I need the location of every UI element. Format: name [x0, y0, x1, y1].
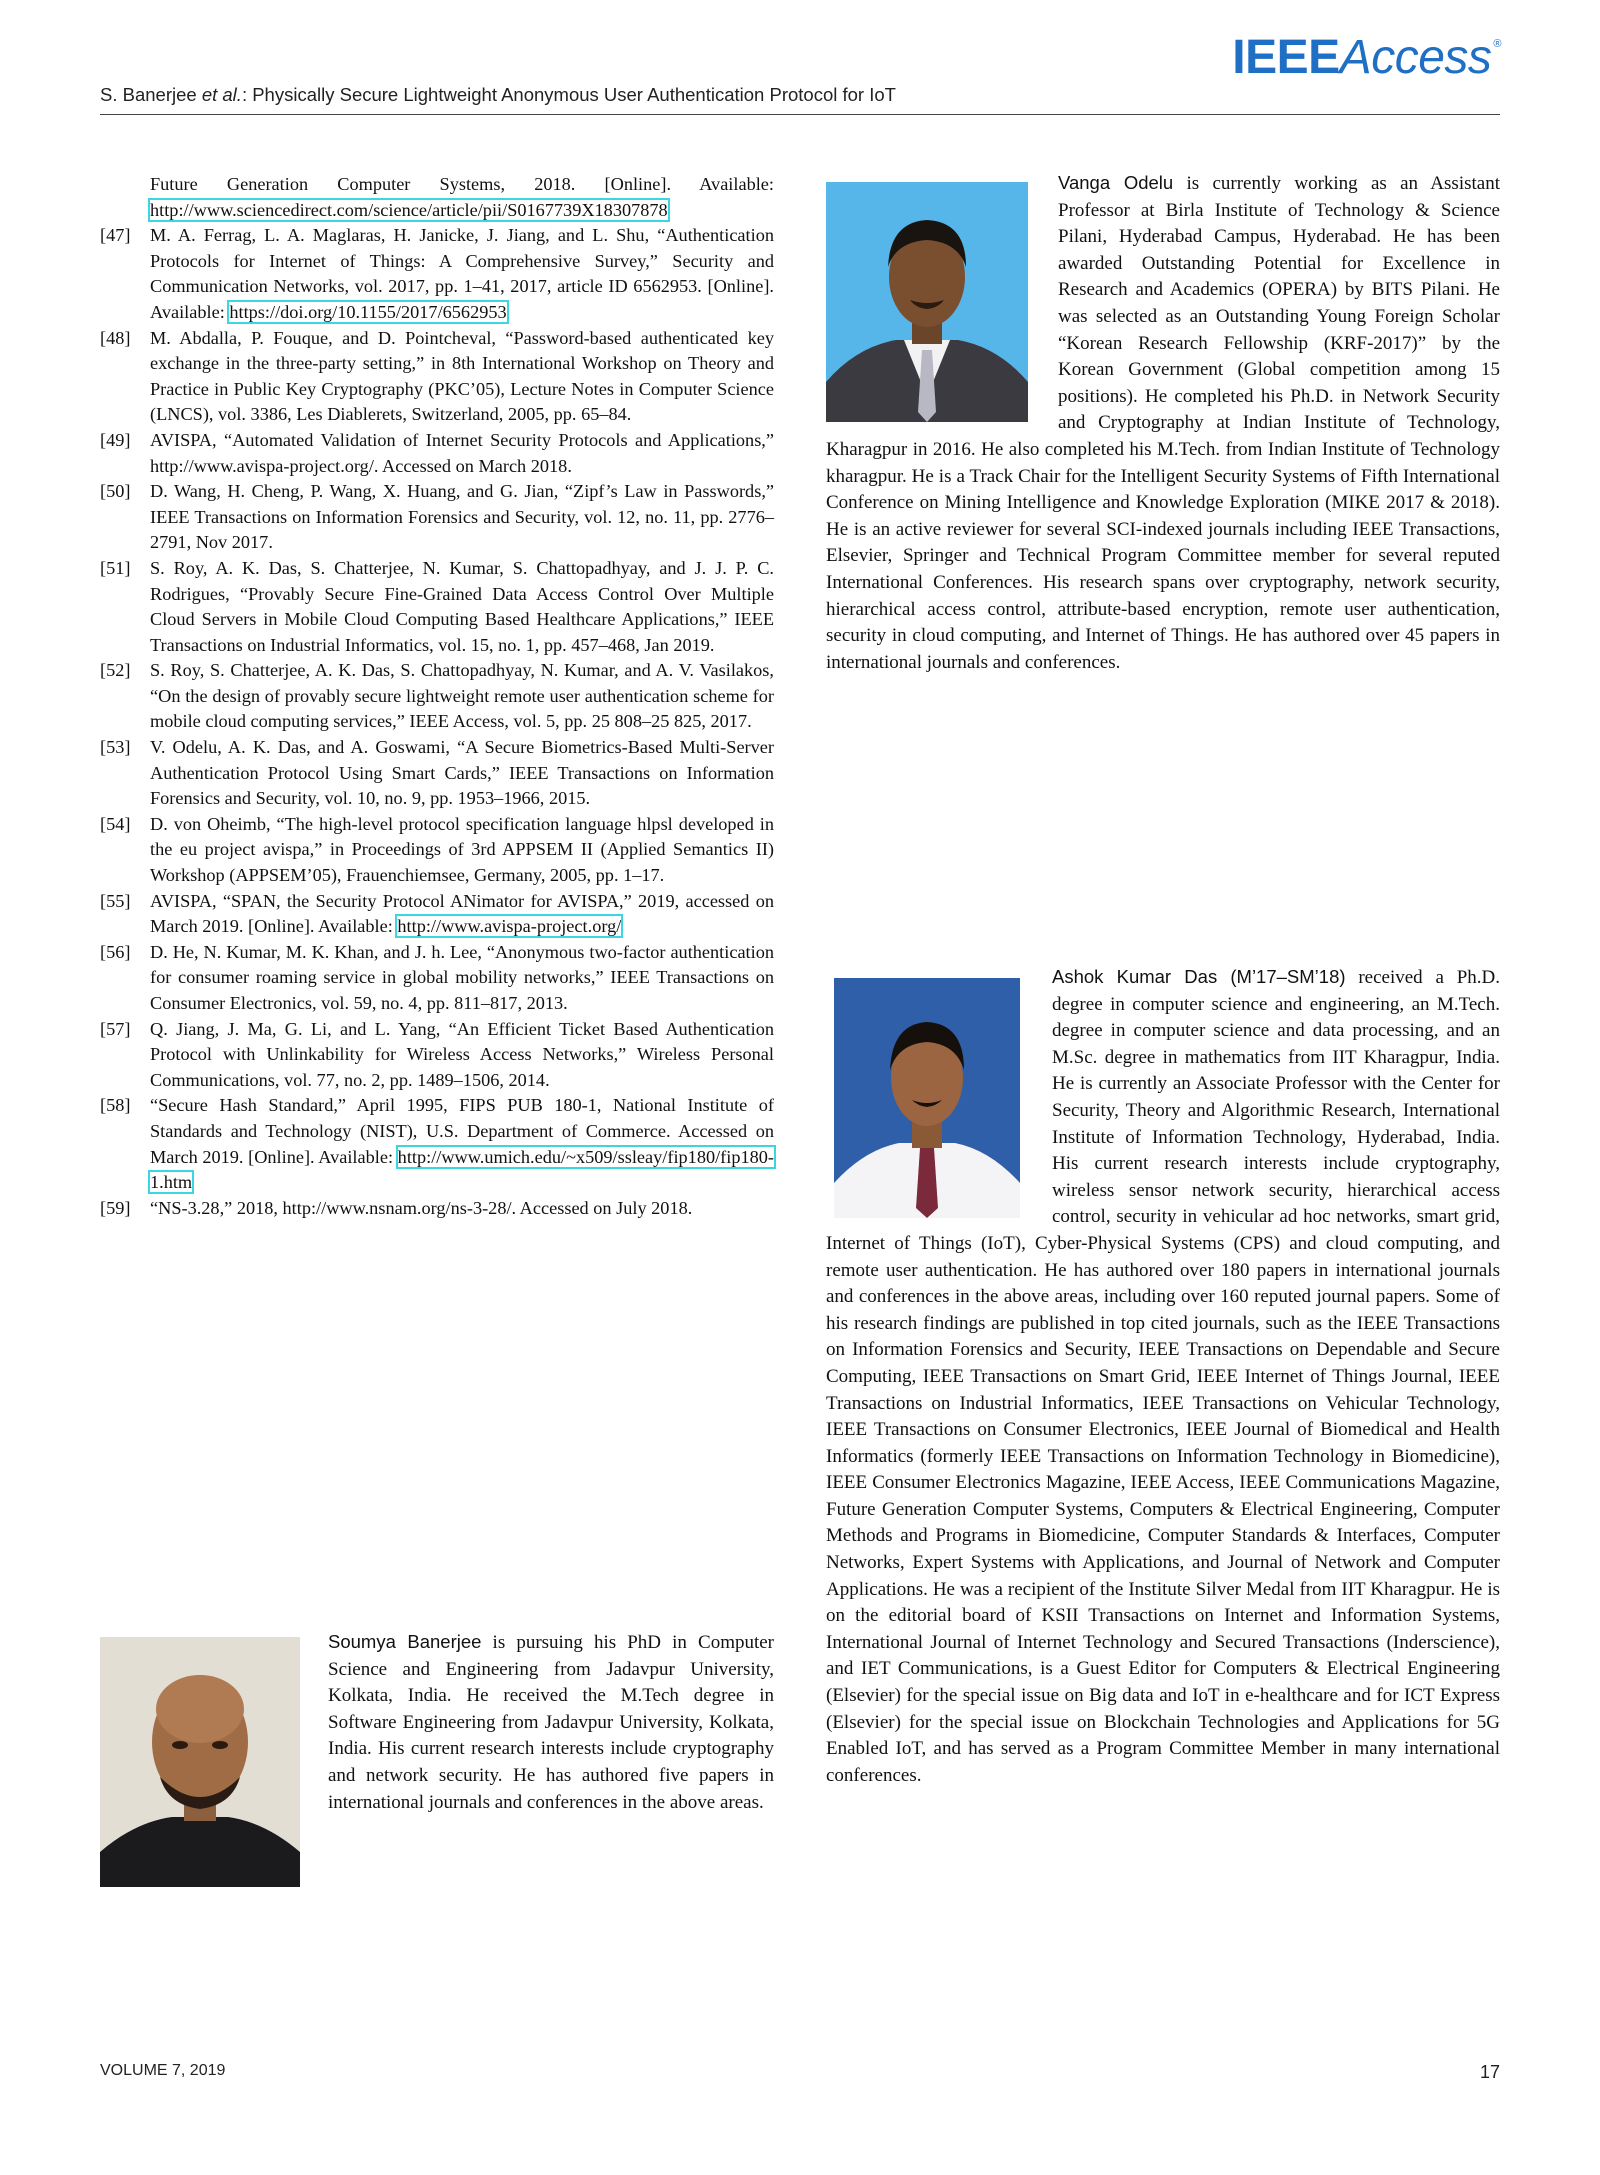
bio-text: received a Ph.D. degree in computer science and engineering, an M.Tech. degree in computer science and data processing, and an M.Sc. degree in mathematics from IIT Kharagpur, India. He is currently an Associate Professor with the Center for Security, Theory and Algorithmic Research, International Institute of Information Technology, Hyderabad, India. His current research interests include cryptography, wireless sensor network security, hierarchical access control, security in vehicular ad hoc networks, smart grid, Internet of Things (IoT), Cyber-Physical Systems (CPS) and cloud computing, and remote user authentication. He has authored over 180 papers in international journals and conferences in the above areas, including over 160 reputed journal papers. Some of his research findings are published in top cited journals, such as the IEEE Transactions on Information Forensics and Security, IEEE Transactions on Dependable and Secure Computing, IEEE Transactions on Smart Grid, IEEE Internet of Things Journal, IEEE Transactions on Industrial Informatics, IEEE Transactions on Vehicular Technology, IEEE Transactions on Consumer Electronics, IEEE Journal of Biomedical and Health Informatics (formerly IEEE Transactions on Information Technology in Biomedicine), IEEE Consumer Electronics Magazine, IEEE Access, IEEE Communications Magazine, Future Generation Computer Systems, Computers & Electrical Engineering, Computer Methods and Programs in Biomedicine, Computer Standards & Interfaces, Computer Networks, Expert Systems with Applications, and Journal of Network and Computer Applications. He was a recipient of the Institute Silver Medal from IIT Kharagpur. He is on the editorial board of KSII Transactions on Internet and Information Systems, International Journal of Internet Technology and Secured Transactions (Inderscience), and IET Communications, is a Guest Editor for Computers & Electrical Engineering (Elsevier) for the special issue on Big data and IoT in e-healthcare and for ICT Express (Elsevier) for the special issue on Blockchain Technologies and Applications for 5G Enabled IoT, and has served as a Program Committee Member in many international conferences.: [826, 967, 1500, 1786]
header-authors: S. Banerjee: [100, 84, 202, 105]
header-title: : Physically Secure Lightweight Anonymous User Authentication Protocol for IoT: [241, 84, 896, 105]
reference-item: [57] Q. Jiang, J. Ma, G. Li, and L. Yang, “An Efficient Ticket Based Authentication Protocol with Unlinkability for Wireless Access Networks,” Wireless Personal Communications, vol. 77, no. 2, pp. 1489–1506, 2014.: [100, 1018, 774, 1090]
reference-item: [49] AVISPA, “Automated Validation of Internet Security Protocols and Applications,” http://www.avispa-project.org/. Accessed on March 2018.: [100, 429, 774, 476]
reference-item: [58] “Secure Hash Standard,” April 1995, FIPS PUB 180-1, National Institute of Standards and Technology (NIST), U.S. Department of Commerce. Accessed on March 2019. [Online]. Available: http://www.umich.edu/~x509/ssleay/fip180/fip180-1.htm: [100, 1095, 774, 1193]
reference-link[interactable]: http://www.umich.edu/~x509/ssleay/fip180/fip180-1.htm: [150, 1146, 774, 1193]
reference-item: [53] V. Odelu, A. K. Das, and A. Goswami, “A Secure Biometrics-Based Multi-Server Authentication Protocol Using Smart Cards,” IEEE Transactions on Information Forensics and Security, vol. 10, no. 9, pp. 1953–1966, 2015.: [100, 737, 774, 809]
reference-item: [55] AVISPA, “SPAN, the Security Protocol ANimator for AVISPA,” 2019, accessed on March 2019. [Online]. Available: http://www.avispa-project.org/: [100, 890, 774, 937]
bio-name: Vanga Odelu: [1058, 172, 1174, 193]
reference-item: [47] M. A. Ferrag, L. A. Maglaras, H. Janicke, J. Jiang, and L. Shu, “Authentication Protocols for Internet of Things: A Comprehensive Survey,” Security and Communication Networks, vol. 2017, pp. 1–41, 2017, article ID 6562953. [Online]. Available: https://doi.org/10.1155/2017/6562953: [100, 225, 774, 322]
bio-text: is pursuing his PhD in Computer Science and Engineering from Jadavpur University, Kolkata, India. He received the M.Tech degree in Software Engineering from Jadavpur University, Kolkata, India. His current research interests include cryptography and network security. He has authored five papers in international journals and conferences in the above areas.: [328, 1632, 775, 1813]
logo-access-text: Access: [1339, 31, 1492, 84]
ieee-access-logo: [1232, 30, 1501, 85]
reference-item: [50] D. Wang, H. Cheng, P. Wang, X. Huang, and G. Jian, “Zipf’s Law in Passwords,” IEEE Transactions on Information Forensics and Security, vol. 12, no. 11, pp. 2776–2791, Nov 2017.: [100, 481, 774, 553]
reference-link[interactable]: http://www.avispa-project.org/: [397, 916, 622, 937]
references-list: [100, 172, 774, 1221]
bio-name: Ashok Kumar Das (M’17–SM’18): [1052, 966, 1346, 987]
header-et-al: et al.: [201, 84, 242, 105]
reference-link[interactable]: http://www.sciencedirect.com/science/article/pii/S0167739X18307878: [150, 199, 668, 220]
bio-ashok-kumar-das: [826, 964, 1500, 1789]
photo-soumya-banerjee: [100, 1637, 300, 1887]
logo-registered-mark: ®: [1493, 38, 1501, 50]
reference-item: [48] M. Abdalla, P. Fouque, and D. Pointcheval, “Password-based authenticated key exchange in the three-party setting,” in 8th International Workshop on Theory and Practice in Public Key Cryptography (PKC’05), Lecture Notes in Computer Science (LNCS), vol. 3386, Les Diablerets, Switzerland, 2005, pp. 65–84.: [100, 327, 774, 425]
bio-vanga-odelu: [826, 170, 1500, 676]
reference-item: [54] D. von Oheimb, “The high-level protocol specification language hlpsl developed in the eu project avispa,” in Proceedings of 3rd APPSEM II (Applied Semantics II) Workshop (APPSEM’05), Frauenchiemsee, Germany, 2005, pp. 1–17.: [100, 813, 774, 886]
photo-vanga-odelu: [826, 182, 1028, 422]
reference-item: [59] “NS-3.28,” 2018, http://www.nsnam.org/ns-3-28/. Accessed on July 2018.: [100, 1197, 693, 1218]
reference-item: [52] S. Roy, S. Chatterjee, A. K. Das, S. Chattopadhyay, N. Kumar, and A. V. Vasilakos, “On the design of provably secure lightweight remote user authentication scheme for mobile cloud computing services,” IEEE Access, vol. 5, pp. 25 808–25 825, 2017.: [100, 660, 774, 732]
footer-page-number: 17: [1479, 2062, 1500, 2082]
photo-ashok-kumar-das: [834, 978, 1020, 1218]
header-divider: [100, 114, 1500, 115]
reference-item: [51] S. Roy, A. K. Das, S. Chatterjee, N. Kumar, S. Chattopadhyay, and J. J. P. C. Rodrigues, “Provably Secure Fine-Grained Data Access Control Over Multiple Cloud Servers in Mobile Cloud Computing Based Healthcare Applications,” IEEE Transactions on Industrial Informatics, vol. 15, no. 1, pp. 457–468, Jan 2019.: [100, 557, 774, 655]
reference-item: [56] D. He, N. Kumar, M. K. Khan, and J. h. Lee, “Anonymous two-factor authentication for consumer roaming service in global mobility networks,” IEEE Transactions on Consumer Electronics, vol. 59, no. 4, pp. 811–817, 2013.: [100, 941, 774, 1013]
reference-link[interactable]: https://doi.org/10.1155/2017/6562953: [229, 301, 507, 322]
footer-volume: VOLUME 7, 2019: [100, 2062, 226, 2079]
bio-soumya-banerjee: [100, 1629, 774, 1887]
reference-item: Future Generation Computer Systems, 2018. [Online]. Available: http://www.sciencedirect.com/science/article/pii/S0167739X18307878: [150, 174, 774, 220]
running-header: [100, 84, 896, 106]
bio-text: is currently working as an Assistant Professor at Birla Institute of Technology & Science Pilani, Hyderabad Campus, Hyderabad. He has been awarded Outstanding Potential for Excellence in Research and Academics (OPERA) by BITS Pilani. He was selected as an Outstanding Young Foreign Scholar “Korean Research Fellowship (KRF-2017)” by the Korean Government (Global competition among 15 positions). He completed his Ph.D. in Network Security and Cryptography at Indian Institute of Technology, Kharagpur in 2016. He also completed his M.Tech. from Indian Institute of Technology kharagpur. He is a Track Chair for the Intelligent Security Systems of Fifth International Conference on Mining Intelligence and Knowledge Exploration (MIKE 2017 & 2018). He is an active reviewer for several SCI-indexed journals including IEEE Transactions, Elsevier, Springer and Technical Program Committee member for several reputed International Conferences. His research spans over cryptography, network security, hierarchical access control, attribute-based encryption, remote user authentication, security in cloud computing, and Internet of Things. He has authored over 45 papers in international journals and conferences.: [826, 173, 1500, 673]
logo-ieee-text: IEEE: [1232, 31, 1340, 84]
bio-name: Soumya Banerjee: [328, 1631, 482, 1652]
